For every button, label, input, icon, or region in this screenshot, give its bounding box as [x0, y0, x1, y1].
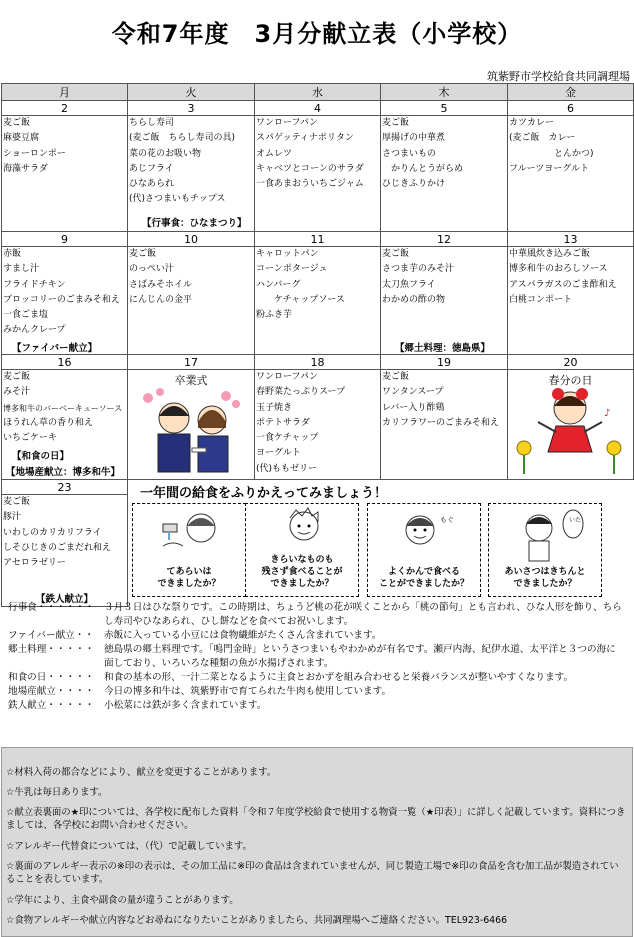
page-title: 令和7年度 3月分献立表（小学校） — [111, 20, 523, 48]
menu-item: アセロラゼリー — [3, 558, 66, 569]
menu-item: 麦ご飯 — [382, 249, 410, 259]
note-key: 鉄人献立・・・・・ — [8, 700, 95, 711]
menu-item: (代)さつまいもチップス — [129, 194, 226, 205]
menu-cell — [2, 247, 127, 354]
menu-item: 菜の花のお吸い物 — [129, 148, 202, 159]
menu-item: のっぺい汁 — [129, 264, 174, 275]
date-cell: 11 — [255, 232, 381, 247]
menu-item: 玉子焼き — [256, 402, 293, 413]
menu-item: 厚揚げの中華煮 — [382, 133, 446, 144]
note-text: 徳島県の郷土料理です。「鳴門金時」というさつまいもやわかめが有名です。瀬戸内海、紀伊水道、太平洋と３つの海に面しており、いろいろな種類の魚が水揚げされます。 — [104, 644, 616, 669]
chewing-illustration — [368, 504, 480, 562]
date-cell: 18 — [255, 355, 381, 370]
menu-item: ワンタンスープ — [382, 387, 444, 398]
menu-item: 春野菜たっぷりスープ — [256, 387, 346, 398]
date-cell: 3 — [128, 101, 255, 116]
menu-item: ワンローフパン — [256, 118, 318, 128]
menu-cell — [128, 116, 254, 231]
week2-date-row — [2, 232, 634, 247]
note-text: 赤飯に入っている小豆には食物繊維がたくさん含まれています。 — [104, 630, 382, 641]
svg-text:もぐ: もぐ — [440, 516, 454, 524]
menu-item: フルーツヨーグルト — [509, 163, 590, 174]
menu-item: すまし汁 — [3, 264, 40, 275]
menu-item: キャベツとコーンのサラダ — [256, 163, 364, 174]
menu-item: (代)ももゼリー — [256, 463, 318, 474]
menu-item: ヨーグルト — [256, 448, 301, 459]
weekday-thu: 木 — [381, 84, 508, 101]
menu-item: ひじきふりかけ — [382, 179, 446, 190]
menu-cell — [508, 116, 633, 231]
menu-item: さつまいもの — [382, 148, 437, 159]
note-text: 今日の博多和牛は、筑紫野市で育てられた牛肉も使用しています。 — [104, 686, 392, 697]
menu-cell — [128, 247, 254, 354]
menu-item: あじフライ — [129, 163, 174, 174]
menu-item: にんじんの金平 — [129, 294, 193, 305]
week2-menu-row — [2, 247, 634, 355]
menu-item: 一食ごま塩 — [3, 310, 49, 321]
weekday-fri: 金 — [508, 84, 634, 101]
menu-cell — [508, 370, 633, 479]
review-panel-greeting — [488, 503, 602, 597]
menu-item: しそひじきのごまだれ和え — [3, 542, 112, 553]
menu-cell — [381, 247, 507, 354]
week1-menu-row — [2, 116, 634, 232]
date-cell: 5 — [381, 101, 508, 116]
menu-cell — [2, 495, 127, 606]
note-key: 地場産献立・・・・ — [8, 686, 95, 697]
date-cell: 16 — [2, 355, 128, 370]
menu-item: ワンローフパン — [256, 372, 318, 382]
note-text: 小松菜には鉄が多く含まれています。 — [104, 700, 267, 711]
subtitle: 筑紫野市学校給食共同調理場 — [487, 70, 630, 83]
notice-line: ☆材料入荷の都合などにより、献立を変更することがあります。 — [6, 767, 277, 778]
weekday-header-row — [2, 84, 634, 101]
menu-item: アスパラガスのごま酢和え — [509, 279, 617, 290]
menu-item: とんかつ) — [509, 148, 594, 159]
menu-item: ケチャップソース — [256, 294, 345, 305]
svg-text:いた: いた — [569, 517, 582, 524]
menu-item: ショーロンポー — [3, 148, 66, 159]
event-tag: 【郷土料理：徳島県】 — [395, 343, 491, 354]
weekday-wed: 水 — [255, 84, 381, 101]
notice-box — [1, 747, 633, 937]
week1-date-row — [2, 101, 634, 116]
menu-item: 麦ご飯 — [382, 118, 410, 128]
menu-notes — [8, 601, 624, 713]
event-tag: 【地場産献立：博多和牛】 — [6, 467, 121, 478]
review-banner: 一年間の給食をふりかえってみましょう！ — [140, 486, 388, 501]
week3-date-row — [2, 355, 634, 370]
review-caption: きらいなものも 残さず食べることが できましたか？ — [261, 555, 343, 589]
special-day-label: 卒業式 — [174, 374, 208, 387]
menu-item: カツカレー — [509, 118, 555, 128]
menu-item: 麻婆豆腐 — [3, 133, 40, 144]
menu-item: いわしのカリカリフライ — [3, 527, 102, 538]
menu-item: わかめの酢の物 — [382, 294, 446, 305]
menu-item: 博多和牛のおろしソース — [509, 264, 608, 275]
menu-item: 粉ふき芋 — [256, 310, 293, 321]
menu-item: 麦ご飯 — [3, 497, 31, 507]
menu-item: オムレツ — [256, 148, 293, 159]
menu-item: 一食ケチャップ — [256, 433, 319, 444]
menu-item: みそ汁 — [3, 387, 31, 398]
menu-item: みかんクレープ — [3, 325, 66, 336]
event-tag: 【行事食：ひなまつり】 — [142, 218, 247, 229]
menu-cell — [2, 370, 127, 479]
date-cell: 19 — [381, 355, 508, 370]
notice-line: ☆牛乳は毎日あります。 — [6, 787, 108, 798]
date-cell: 20 — [508, 355, 634, 370]
date-cell: 4 — [255, 101, 381, 116]
weekday-tue: 火 — [128, 84, 255, 101]
menu-item: ひなあられ — [129, 179, 175, 190]
svg-text:♪: ♪ — [604, 408, 611, 419]
menu-cell — [255, 370, 380, 479]
menu-item: ブロッコリーのごまみそ和え — [3, 294, 120, 305]
notice-line: ☆アレルギー代替食については、（代）で記載しています。 — [6, 841, 252, 852]
note-key: 和食の日・・・・・ — [8, 672, 95, 683]
menu-item: (麦ご飯 カレー — [509, 133, 576, 144]
menu-item: コーンポタージュ — [256, 264, 328, 275]
handwashing-illustration — [133, 504, 245, 564]
menu-item: 麦ご飯 — [3, 372, 31, 382]
menu-item: 太刀魚フライ — [382, 279, 436, 290]
notice-line: ☆献立表裏面の★印については、各学校に配布した資料「令和７年度学校給食で使用する物資一覧（★印表）」に詳しく記載しています。資料につきましては、各学校にお問い合わせください。 — [6, 807, 626, 831]
menu-item: (麦ご飯 ちらし寿司の具) — [129, 133, 236, 144]
note-text: 和食の基本の形、一汁二菜となるように主食とおかずを組み合わせると栄養バランスが整いやすくなります。 — [104, 672, 574, 683]
greeting-illustration — [489, 504, 601, 568]
menu-item: レバー入り酢鶏 — [382, 402, 445, 413]
menu-item: ほうれん草の香り和え — [3, 417, 94, 428]
event-tag: 【鉄人献立】 — [36, 594, 94, 605]
date-cell: 23 — [2, 480, 128, 495]
notice-line: ☆裏面のアレルギー表示の※印の表示は、その加工品に※印の食品は含まれていませんが、同じ製造工場で※印の食品を含む加工品が製造されていることを表しています。 — [6, 861, 619, 885]
weekday-mon: 月 — [2, 84, 128, 101]
note-text: ３月３日はひな祭りです。この時期は、ちょうど桃の花が咲くことから「桃の節句」とも言われ、ひな人形を飾り、ちらし寿司やひなあられ、ひし餅などを食べてお祝いします。 — [104, 602, 622, 627]
menu-item: ちらし寿司 — [129, 118, 175, 128]
note-key: 郷土料理・・・・・ — [8, 644, 95, 655]
menu-cell — [508, 247, 633, 354]
spring-equinox-illustration — [508, 386, 633, 476]
menu-item: フライドチキン — [3, 279, 66, 290]
menu-item: 豚汁 — [3, 512, 22, 523]
event-tag: 【和食の日】 — [12, 451, 70, 462]
menu-cell — [255, 247, 380, 354]
date-cell: 13 — [508, 232, 634, 247]
menu-cell — [2, 116, 127, 231]
review-caption: あいさつはきちんと できましたか？ — [504, 567, 586, 589]
menu-cell — [128, 370, 254, 479]
menu-item: 中華風炊き込みご飯 — [509, 249, 591, 259]
date-cell: 10 — [128, 232, 255, 247]
menu-item: 海藻サラダ — [3, 163, 48, 174]
special-day-label: 春分の日 — [548, 374, 593, 387]
review-caption: てあらいは できましたか？ — [157, 567, 221, 589]
menu-item: 麦ご飯 — [382, 372, 410, 382]
menu-cell — [255, 116, 380, 231]
graduation-illustration — [128, 388, 253, 478]
menu-item: 博多和牛のバーベーキューソース — [3, 403, 123, 413]
review-caption: よくかんで食べる ことができましたか？ — [378, 567, 469, 589]
date-cell: 6 — [508, 101, 634, 116]
review-panel-chewing — [367, 503, 481, 597]
date-cell: 9 — [2, 232, 128, 247]
date-cell: 2 — [2, 101, 128, 116]
menu-cell — [381, 370, 507, 479]
date-cell: 17 — [128, 355, 255, 370]
note-key: 行事食・・・・・・ — [8, 602, 95, 613]
notice-line: ☆食物アレルギーや献立内容などお尋ねになりたいことがありましたら、共同調理場へご連絡ください。TEL923-6466 — [6, 915, 508, 926]
menu-item: スパゲッティナポリタン — [256, 133, 354, 144]
menu-item: さばみそホイル — [129, 279, 193, 290]
review-panel-no-leftovers — [245, 503, 359, 597]
menu-item: 麦ご飯 — [3, 118, 31, 128]
menu-item: ハンバーグ — [256, 279, 301, 290]
menu-item: いちごケーキ — [3, 433, 58, 444]
menu-item: かりんとうがらめ — [382, 163, 464, 174]
menu-item: 麦ご飯 — [129, 249, 157, 259]
eating-illustration — [246, 504, 358, 552]
menu-item: 一食あまおういちごジャム — [256, 179, 364, 190]
note-key: ファイバー献立・・ — [8, 630, 94, 641]
week3-menu-row — [2, 370, 634, 480]
menu-item: キャロットパン — [256, 249, 319, 259]
menu-item: ポテトサラダ — [256, 417, 310, 428]
notice-line: ☆学年により、主食や副食の量が違うことがあります。 — [6, 895, 239, 906]
menu-cell — [381, 116, 507, 231]
menu-item: カリフラワーのごまみそ和え — [382, 417, 500, 428]
menu-item: 赤飯 — [3, 249, 22, 259]
event-tag: 【ファイバー献立】 — [12, 343, 98, 354]
review-panel-handwashing — [132, 503, 246, 597]
menu-item: 白桃コンポート — [509, 294, 573, 305]
menu-item: さつま芋のみそ汁 — [382, 264, 455, 275]
date-cell: 12 — [381, 232, 508, 247]
